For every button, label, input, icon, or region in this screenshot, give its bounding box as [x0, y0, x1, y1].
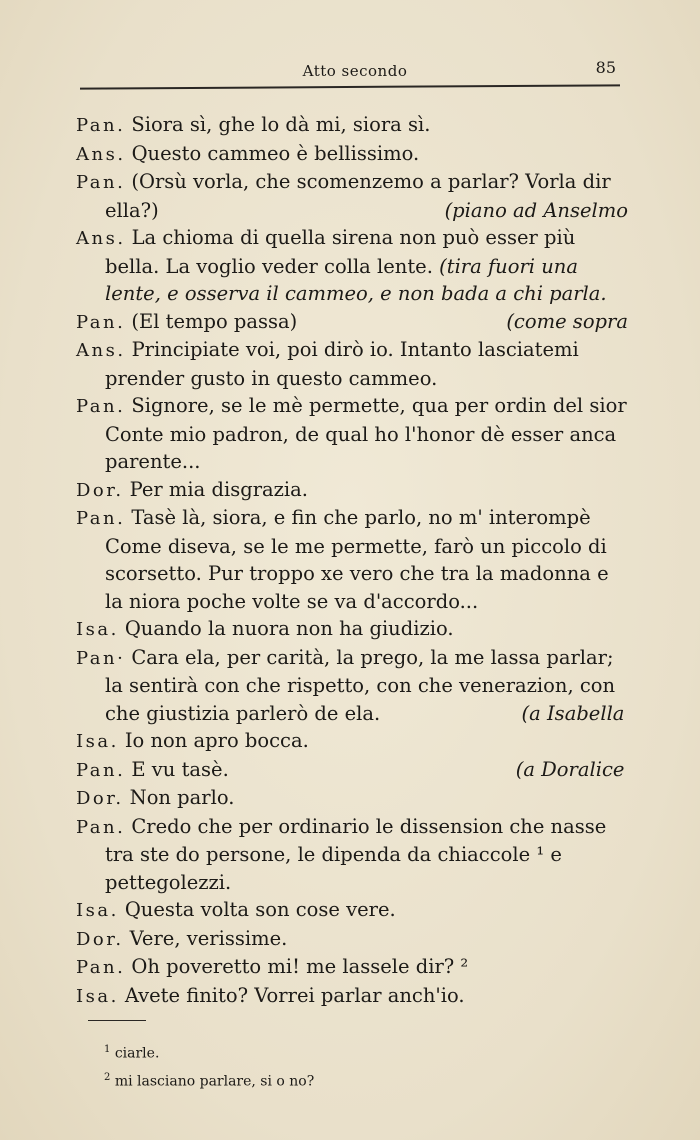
- speech-line: [76, 504, 628, 615]
- speaker-label: Isa.: [76, 619, 119, 640]
- speech-text: Questa volta son cose vere.: [124, 898, 396, 921]
- speech-line: [76, 896, 628, 925]
- running-title: Atto secondo: [302, 62, 408, 80]
- speaker-label: Pan.: [76, 957, 126, 978]
- speaker-label: Pan.: [76, 508, 126, 529]
- speech-line: [76, 925, 628, 954]
- speech-text: (El tempo passa): [131, 309, 298, 333]
- speaker-label: Dor.: [76, 928, 124, 950]
- speech-line: [76, 308, 628, 337]
- footnote: [104, 1038, 504, 1066]
- speech-line: [76, 224, 628, 308]
- page-number: 85: [595, 58, 616, 77]
- speaker-label: Pan·: [76, 647, 126, 669]
- stage-direction: (a Doralice: [515, 757, 625, 781]
- speaker-label: Ans.: [76, 143, 126, 165]
- speech-line: [76, 813, 628, 897]
- speech-line: [76, 982, 628, 1011]
- speech-text: Signore, se le mè permette, qua per ordin del sior Conte mio padron, de qual ho l'honor dè esser anca parente...: [105, 394, 627, 473]
- header-rule: [80, 84, 620, 89]
- speech-text: Quando la nuora non ha giudizio.: [124, 617, 454, 640]
- speech-text: Non parlo.: [129, 786, 235, 809]
- footnote-text: mi lasciano parlare, si o no?: [114, 1073, 315, 1090]
- speech-text: E vu tasè.: [131, 757, 229, 781]
- speech-line: [76, 168, 628, 224]
- footnote-text: ciarle.: [114, 1045, 160, 1062]
- footnote-rule: [88, 1020, 146, 1021]
- footnote: [104, 1066, 504, 1094]
- speech-text: Io non apro bocca.: [124, 729, 309, 752]
- speech-text: Vere, verissime.: [129, 926, 288, 950]
- speech-line: [76, 615, 628, 644]
- speaker-label: Isa.: [76, 731, 119, 752]
- speech-text: Siora sì, ghe lo dà mi, siora sì.: [131, 113, 431, 136]
- speaker-label: Pan.: [76, 396, 126, 417]
- speaker-label: Isa.: [76, 900, 119, 921]
- speech-line: [76, 336, 628, 392]
- stage-direction: (come sopra: [506, 309, 628, 333]
- stage-direction: (a Isabella: [521, 701, 625, 725]
- speaker-label: Ans.: [76, 228, 126, 249]
- speech-text: Principiate voi, poi dirò io. Intanto lasciatemi prender gusto in questo cammeo.: [105, 338, 579, 390]
- speech-text: Oh poveretto mi! me lassele dir? ²: [131, 955, 469, 978]
- footnotes: [104, 1038, 504, 1093]
- speech-text: Credo che per ordinario le dissension che nasse tra ste do persone, le dipenda da chiaccole ¹ e pettegolezzi.: [105, 814, 607, 894]
- stage-direction: (piano ad Anselmo: [444, 198, 628, 222]
- speaker-label: Dor.: [76, 788, 124, 809]
- speech-text: Avete finito? Vorrei parlar anch'io.: [124, 983, 465, 1007]
- speech-text: (Orsù vorla, che scomenzemo a parlar? Vorla dir ella?): [105, 170, 611, 222]
- speech-text: Questo cammeo è bellissimo.: [131, 141, 420, 165]
- speech-text: La chioma di quella sirena non può esser più bella. La voglio veder colla lente.: [105, 226, 576, 278]
- speech-line: [76, 784, 628, 813]
- speaker-label: Pan.: [76, 759, 126, 781]
- stage-direction: (tira fuori una lente, e osserva il cammeo, e non bada a chi parla.: [105, 254, 607, 305]
- footnote-mark: 2: [104, 1071, 111, 1083]
- speech-text: Cara ela, per carità, la prego, la me lassa parlar; la sentirà con che rispetto, con che venerazion, con che giustizia parlerò de ela.: [105, 645, 616, 725]
- speech-text: Per mia disgrazia.: [129, 477, 308, 501]
- speech-text: Tasè là, siora, e fin che parlo, no m' interompè Come diseva, se le me permette, farò un piccolo di scorsetto. Pur troppo xe vero che tra la madonna e la niora poche volte se va d'accordo...: [105, 506, 609, 613]
- page-header: [90, 54, 620, 84]
- speaker-label: Ans.: [76, 340, 126, 361]
- speech-line: [76, 392, 628, 476]
- speech-line: [76, 476, 628, 505]
- speaker-label: Pan.: [76, 115, 126, 136]
- speaker-label: Dor.: [76, 479, 124, 501]
- speech-line: [76, 756, 628, 785]
- footnote-mark: 1: [104, 1044, 111, 1055]
- speaker-label: Pan.: [76, 311, 126, 333]
- speech-line: [76, 111, 628, 140]
- dialogue: [76, 111, 628, 1010]
- speaker-label: Pan.: [76, 172, 126, 193]
- speaker-label: Pan.: [76, 816, 126, 838]
- speech-line: [76, 953, 628, 982]
- speech-line: [76, 727, 628, 756]
- speech-line: [76, 644, 628, 728]
- speech-line: [76, 140, 628, 169]
- speaker-label: Isa.: [76, 985, 119, 1007]
